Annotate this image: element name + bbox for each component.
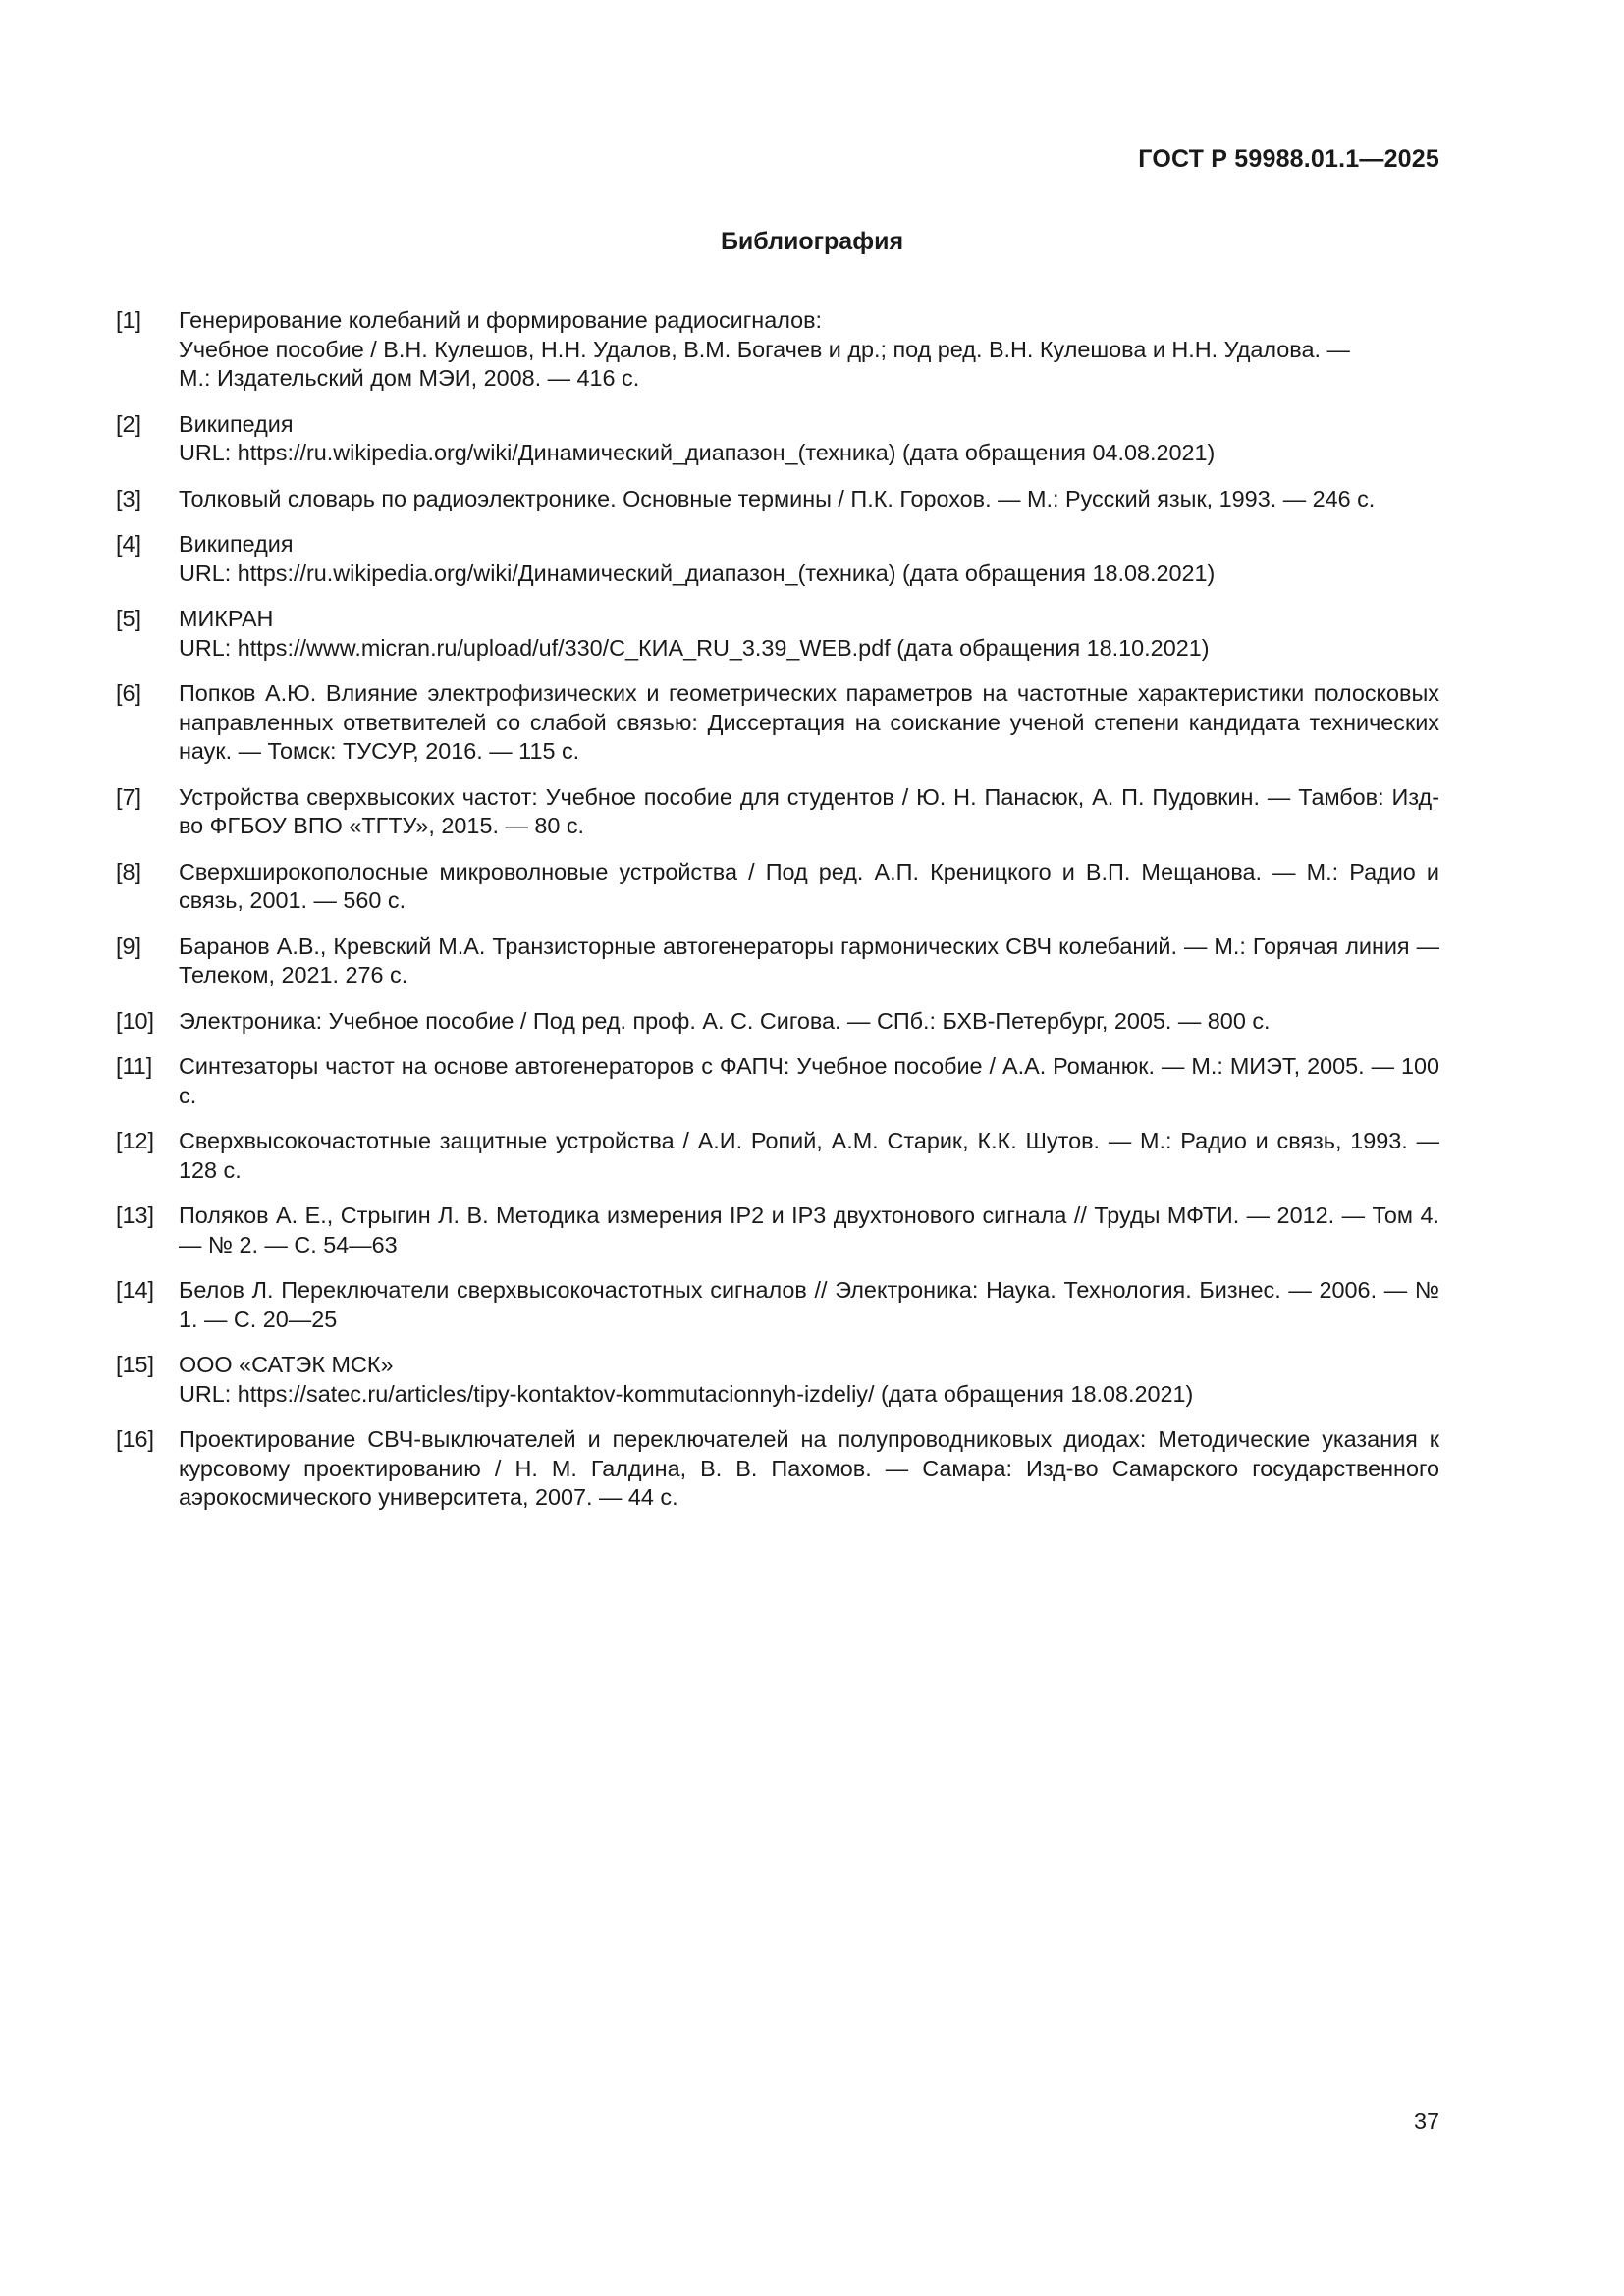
bibliography-entry [116,1127,1439,1185]
document-code: ГОСТ Р 59988.01.1—2025 [1138,145,1439,173]
entry-line: Википедия [179,531,294,557]
entry-number: [7] [116,783,142,810]
entry-text: Толковый словарь по радиоэлектронике. Основные термины / П.К. Горохов. — М.: Русский язык, 1993. — 246 с. [179,485,1376,511]
bibliography-entry [116,1425,1439,1513]
entry-number: [15] [116,1352,155,1377]
bibliography-entry [116,485,1439,514]
entry-number: [2] [116,410,142,437]
entry-number: [3] [116,485,142,511]
entry-line: Учебное пособие / В.Н. Кулешов, Н.Н. Удалов, В.М. Богачев и др.; под ред. В.Н. Кулешова и Н.Н. Удалова. — [179,336,1350,362]
entry-line: URL: https://ru.wikipedia.org/wiki/Динамический_диапазон_(техника) (дата обращения 18.08.2021) [179,560,1216,586]
entry-line: Википедия [179,410,294,437]
entry-number: [16] [116,1426,155,1452]
entry-text: Белов Л. Переключатели сверхвысокочастотных сигналов // Электроника: Наука. Технология. Бизнес. — 2006. — № 1. — С. 20—25 [179,1277,1439,1332]
bibliography-entry [116,679,1439,767]
bibliography-entry [116,1052,1439,1110]
entry-text: Устройства сверхвысоких частот: Учебное пособие для студентов / Ю. Н. Панасюк, А. П. Пудовкин. — Тамбов: Изд-во ФГБОУ ВПО «ТГТУ», 2015. — 80 с. [179,783,1439,838]
entry-text: Электроника: Учебное пособие / Под ред. проф. А. С. Сигова. — СПб.: БХВ-Петербург, 2005. — 800 с. [179,1007,1271,1034]
entry-number: [5] [116,606,142,631]
bibliography-entry [116,1276,1439,1334]
entry-text [179,1351,1439,1409]
entry-line: ООО «САТЭК МСК» [179,1352,394,1377]
entry-text: Синтезаторы частот на основе автогенераторов с ФАПЧ: Учебное пособие / А.А. Романюк. — М.: МИЭТ, 2005. — 100 с. [179,1053,1439,1108]
entry-number: [4] [116,531,142,557]
bibliography-list [116,306,1439,1529]
entry-text: Проектирование СВЧ-выключателей и переключателей на полупроводниковых диодах: Методические указания к курсовому проектированию / Н. М. Галдина, В. В. Пахомов. — Самара: Изд-во Самарского государственного аэрокосмического университета, 2007. — 44 с. [179,1426,1439,1510]
entry-number: [13] [116,1202,155,1228]
entry-text: Поляков А. Е., Стрыгин Л. В. Методика измерения IP2 и IP3 двухтонового сигнала // Труды МФТИ. — 2012. — Том 4. — № 2. — С. 54—63 [179,1202,1439,1257]
entry-text: Сверхширокополосные микроволновые устройства / Под ред. А.П. Креницкого и В.П. Мещанова. — М.: Радио и связь, 2001. — 560 с. [179,858,1439,913]
entry-text: Баранов А.В., Кревский М.А. Транзисторные автогенераторы гармонических СВЧ колебаний. — М.: Горячая линия — Телеком, 2021. 276 с. [179,933,1439,988]
entry-text: Попков А.Ю. Влияние электрофизических и геометрических параметров на частотные характеристики полосковых направленных ответвителей со слабой связью: Диссертация на соискание ученой степени кандидата технических наук. — Томск: ТУСУР, 2016. — 115 с. [179,680,1439,764]
bibliography-entry [116,605,1439,663]
entry-text [179,530,1439,588]
page-number: 37 [1413,2109,1439,2134]
entry-number: [10] [116,1007,155,1034]
entry-number: [1] [116,307,142,333]
entry-line: МИКРАН [179,606,274,631]
entry-number: [14] [116,1277,155,1303]
entry-number: [6] [116,680,142,706]
entry-line: URL: https://satec.ru/articles/tipy-kontaktov-kommutacionnyh-izdeliy/ (дата обращения 18.08.2021) [179,1380,1194,1407]
entry-line: URL: https://www.micran.ru/upload/uf/330/C_КИА_RU_3.39_WEB.pdf (дата обращения 18.10.2021) [179,634,1210,661]
bibliography-entry [116,306,1439,394]
bibliography-entry [116,858,1439,916]
bibliography-entry [116,410,1439,468]
entry-number: [11] [116,1053,153,1079]
bibliography-entry [116,1351,1439,1409]
bibliography-entry [116,933,1439,990]
entry-text [179,605,1439,663]
entry-number: [12] [116,1128,155,1153]
entry-number: [9] [116,933,142,959]
entry-text [179,410,1439,468]
entry-line: Генерирование колебаний и формирование радиосигналов: [179,307,823,333]
entry-number: [8] [116,858,142,884]
bibliography-entry [116,1007,1439,1037]
entry-line: М.: Издательский дом МЭИ, 2008. — 416 с. [179,365,640,391]
bibliography-entry [116,783,1439,841]
entry-text [179,306,1439,394]
entry-text: Сверхвысокочастотные защитные устройства / А.И. Ропий, А.М. Старик, К.К. Шутов. — М.: Радио и связь, 1993. — 128 с. [179,1128,1439,1183]
bibliography-entry [116,1201,1439,1259]
bibliography-entry [116,530,1439,588]
entry-line: URL: https://ru.wikipedia.org/wiki/Динамический_диапазон_(техника) (дата обращения 04.08.2021) [179,440,1216,465]
section-title: Библиография [720,228,904,255]
